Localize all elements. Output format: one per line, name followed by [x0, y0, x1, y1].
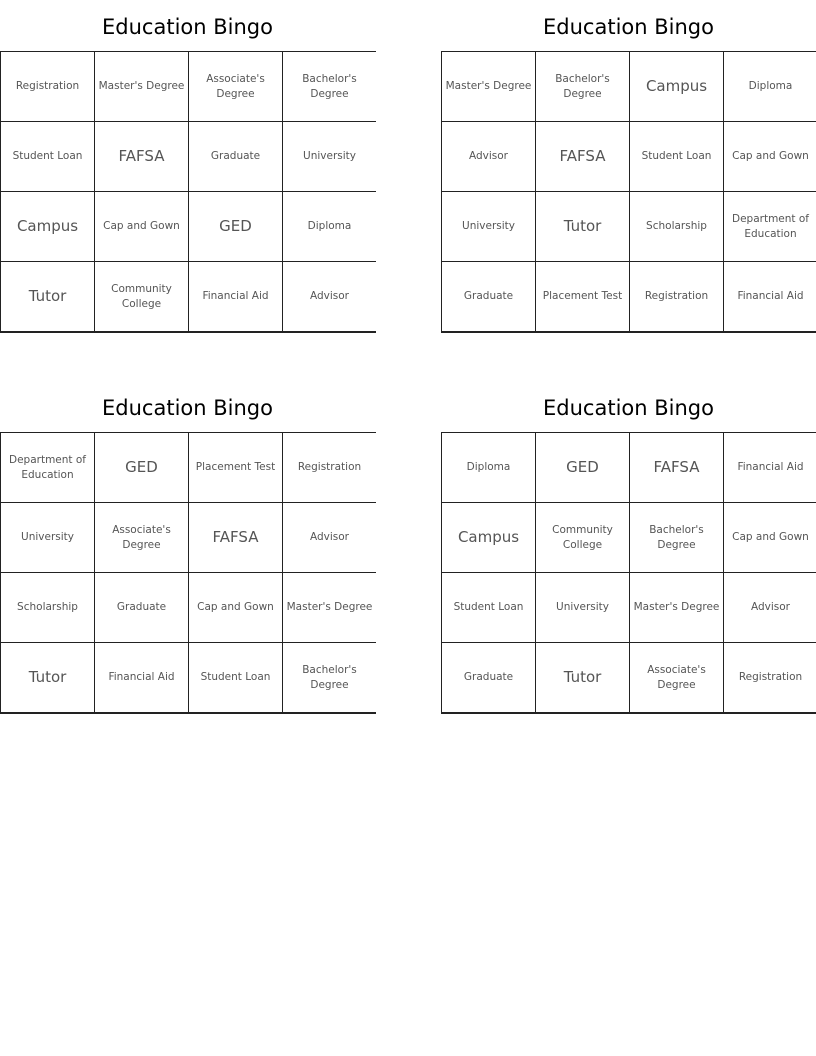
- bingo-cell: Scholarship: [630, 192, 723, 261]
- bingo-cell: Bachelor's Degree: [283, 643, 376, 712]
- bingo-cell: GED: [189, 192, 282, 261]
- bingo-cell: Campus: [630, 52, 723, 121]
- bingo-cell: Registration: [630, 262, 723, 331]
- bingo-cell: FAFSA: [189, 503, 282, 572]
- bingo-cell: Cap and Gown: [95, 192, 188, 261]
- bingo-cell: Registration: [724, 643, 816, 712]
- bingo-cell: Advisor: [724, 573, 816, 642]
- card-title: Education Bingo: [102, 396, 273, 420]
- bingo-cell: Student Loan: [1, 122, 94, 191]
- bingo-cell: University: [283, 122, 376, 191]
- bingo-cell: Tutor: [1, 262, 94, 331]
- bingo-cell: Financial Aid: [724, 262, 816, 331]
- bingo-cell: Advisor: [442, 122, 535, 191]
- bingo-cell: University: [442, 192, 535, 261]
- bingo-cell: Community College: [95, 262, 188, 331]
- bingo-cell: Diploma: [283, 192, 376, 261]
- bingo-cell: Graduate: [442, 643, 535, 712]
- bingo-cell: Department of Education: [724, 192, 816, 261]
- bingo-cell: Cap and Gown: [724, 122, 816, 191]
- bingo-cell: Associate's Degree: [630, 643, 723, 712]
- bingo-cell: Cap and Gown: [189, 573, 282, 642]
- bingo-cell: Advisor: [283, 503, 376, 572]
- bingo-cell: Advisor: [283, 262, 376, 331]
- bingo-cell: Master's Degree: [95, 52, 188, 121]
- bingo-cell: Student Loan: [442, 573, 535, 642]
- bingo-card-1: [0, 12, 375, 310]
- bingo-cell: Placement Test: [189, 433, 282, 502]
- bingo-cell: Diploma: [442, 433, 535, 502]
- card-title: Education Bingo: [543, 396, 714, 420]
- bingo-cell: Associate's Degree: [189, 52, 282, 121]
- bingo-cell: Campus: [442, 503, 535, 572]
- bingo-cell: Tutor: [536, 643, 629, 712]
- bingo-cell: University: [536, 573, 629, 642]
- bingo-cell: Master's Degree: [630, 573, 723, 642]
- bingo-grid: [0, 51, 376, 333]
- bingo-grid: [0, 432, 376, 714]
- bingo-cell: University: [1, 503, 94, 572]
- bingo-cell: FAFSA: [95, 122, 188, 191]
- bingo-cell: Graduate: [95, 573, 188, 642]
- bingo-cell: Diploma: [724, 52, 816, 121]
- bingo-cell: Master's Degree: [283, 573, 376, 642]
- bingo-cell: FAFSA: [536, 122, 629, 191]
- bingo-cell: Bachelor's Degree: [630, 503, 723, 572]
- bingo-cell: FAFSA: [630, 433, 723, 502]
- bingo-cell: Department of Education: [1, 433, 94, 502]
- bingo-cell: Campus: [1, 192, 94, 261]
- bingo-cell: GED: [95, 433, 188, 502]
- bingo-card-3: [0, 393, 375, 691]
- bingo-cell: Financial Aid: [724, 433, 816, 502]
- bingo-cell: Master's Degree: [442, 52, 535, 121]
- bingo-cell: Tutor: [1, 643, 94, 712]
- bingo-card-2: [441, 12, 816, 302]
- bingo-cell: Graduate: [189, 122, 282, 191]
- bingo-cell: Financial Aid: [189, 262, 282, 331]
- bingo-cell: Financial Aid: [95, 643, 188, 712]
- bingo-cell: Graduate: [442, 262, 535, 331]
- bingo-cell: Scholarship: [1, 573, 94, 642]
- bingo-cell: Bachelor's Degree: [536, 52, 629, 121]
- bingo-card-4: [441, 393, 816, 691]
- card-title: Education Bingo: [543, 15, 714, 39]
- bingo-cell: Student Loan: [630, 122, 723, 191]
- bingo-cell: Tutor: [536, 192, 629, 261]
- bingo-cell: Placement Test: [536, 262, 629, 331]
- bingo-grid: [441, 432, 816, 714]
- bingo-cell: Student Loan: [189, 643, 282, 712]
- bingo-cell: Registration: [1, 52, 94, 121]
- bingo-cell: GED: [536, 433, 629, 502]
- bingo-cell: Cap and Gown: [724, 503, 816, 572]
- bingo-cell: Associate's Degree: [95, 503, 188, 572]
- bingo-cell: Registration: [283, 433, 376, 502]
- bingo-grid: [441, 51, 816, 333]
- bingo-cell: Community College: [536, 503, 629, 572]
- bingo-cell: Bachelor's Degree: [283, 52, 376, 121]
- card-title: Education Bingo: [102, 15, 273, 39]
